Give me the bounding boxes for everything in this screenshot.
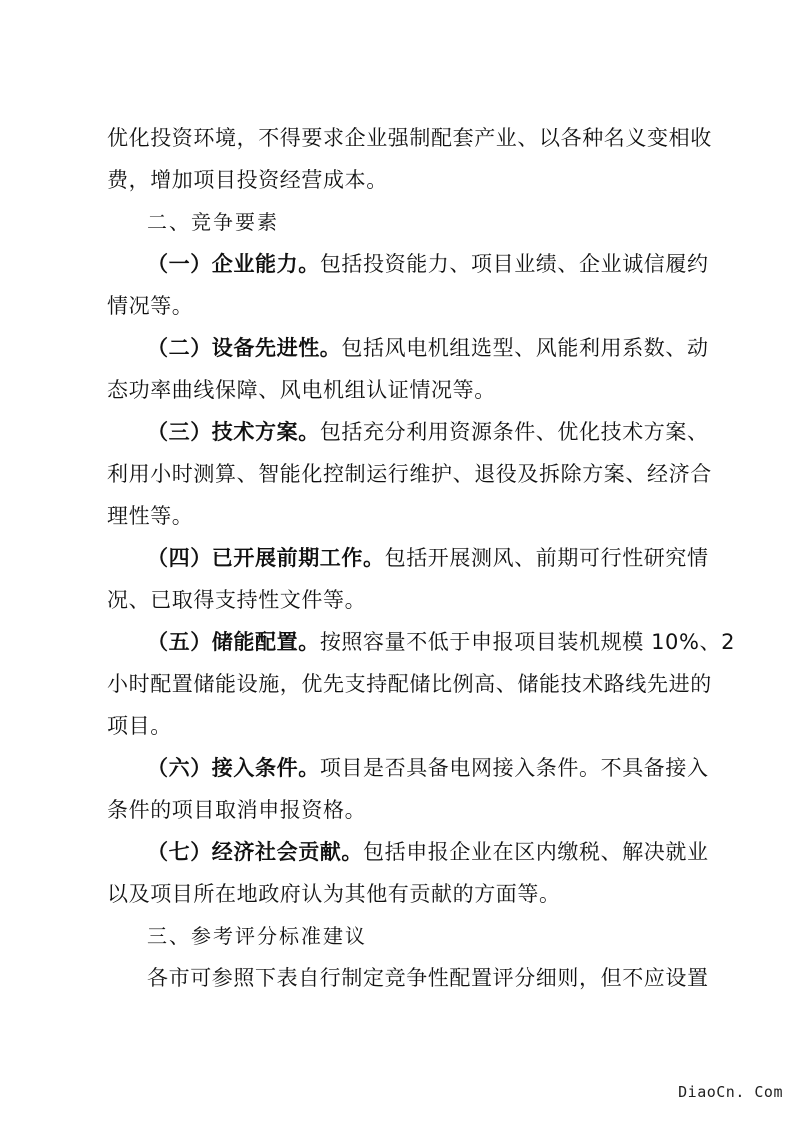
item-text: 包括开展测风、前期可行性研究情	[384, 546, 709, 570]
item-title: （二）设备先进性。	[147, 336, 342, 360]
list-item-first-line	[147, 747, 709, 789]
item-title: （七）经济社会贡献。	[147, 840, 363, 864]
section-heading: 三、参考评分标准建议	[147, 924, 367, 948]
item-title: （六）接入条件。	[147, 756, 320, 780]
paragraph-line: 费，增加项目投资经营成本。	[107, 168, 388, 192]
list-item-first-line	[147, 243, 709, 285]
item-text: 包括投资能力、项目业绩、企业诚信履约	[319, 252, 709, 276]
paragraph-line: 以及项目所在地政府认为其他有贡献的方面等。	[107, 882, 561, 906]
item-title: （三）技术方案。	[147, 420, 320, 444]
item-text: 按照容量不低于申报项目装机规模 10%、2	[319, 630, 736, 654]
list-item-first-line	[147, 621, 736, 663]
paragraph-line: 态功率曲线保障、风电机组认证情况等。	[107, 378, 496, 402]
paragraph-line: 项目。	[107, 714, 172, 738]
item-text: 包括申报企业在区内缴税、解决就业	[363, 840, 709, 864]
section-heading: 二、竞争要素	[147, 210, 279, 234]
paragraph-line: 情况等。	[107, 294, 194, 318]
paragraph-line: 利用小时测算、智能化控制运行维护、退役及拆除方案、经济合	[107, 462, 712, 486]
list-item-first-line	[147, 411, 709, 453]
item-title: （五）储能配置。	[147, 630, 320, 654]
paragraph-line: 况、已取得支持性文件等。	[107, 588, 367, 612]
item-text: 项目是否具备电网接入条件。不具备接入	[319, 756, 709, 780]
item-title: （一）企业能力。	[147, 252, 320, 276]
list-item-first-line	[147, 537, 709, 579]
item-text: 包括充分利用资源条件、优化技术方案、	[319, 420, 709, 444]
paragraph-line: 各市可参照下表自行制定竞争性配置评分细则，但不应设置	[147, 966, 709, 990]
list-item-first-line	[147, 831, 709, 873]
paragraph-line: 优化投资环境，不得要求企业强制配套产业、以各种名义变相收	[107, 126, 712, 150]
item-title: （四）已开展前期工作。	[147, 546, 385, 570]
paragraph-line: 条件的项目取消申报资格。	[107, 798, 367, 822]
item-text: 包括风电机组选型、风能利用系数、动	[341, 336, 709, 360]
paragraph-line: 理性等。	[107, 504, 194, 528]
watermark: DiaoCn. Com	[678, 1083, 783, 1101]
paragraph-line: 小时配置储能设施，优先支持配储比例高、储能技术路线先进的	[107, 672, 712, 696]
list-item-first-line	[147, 327, 709, 369]
